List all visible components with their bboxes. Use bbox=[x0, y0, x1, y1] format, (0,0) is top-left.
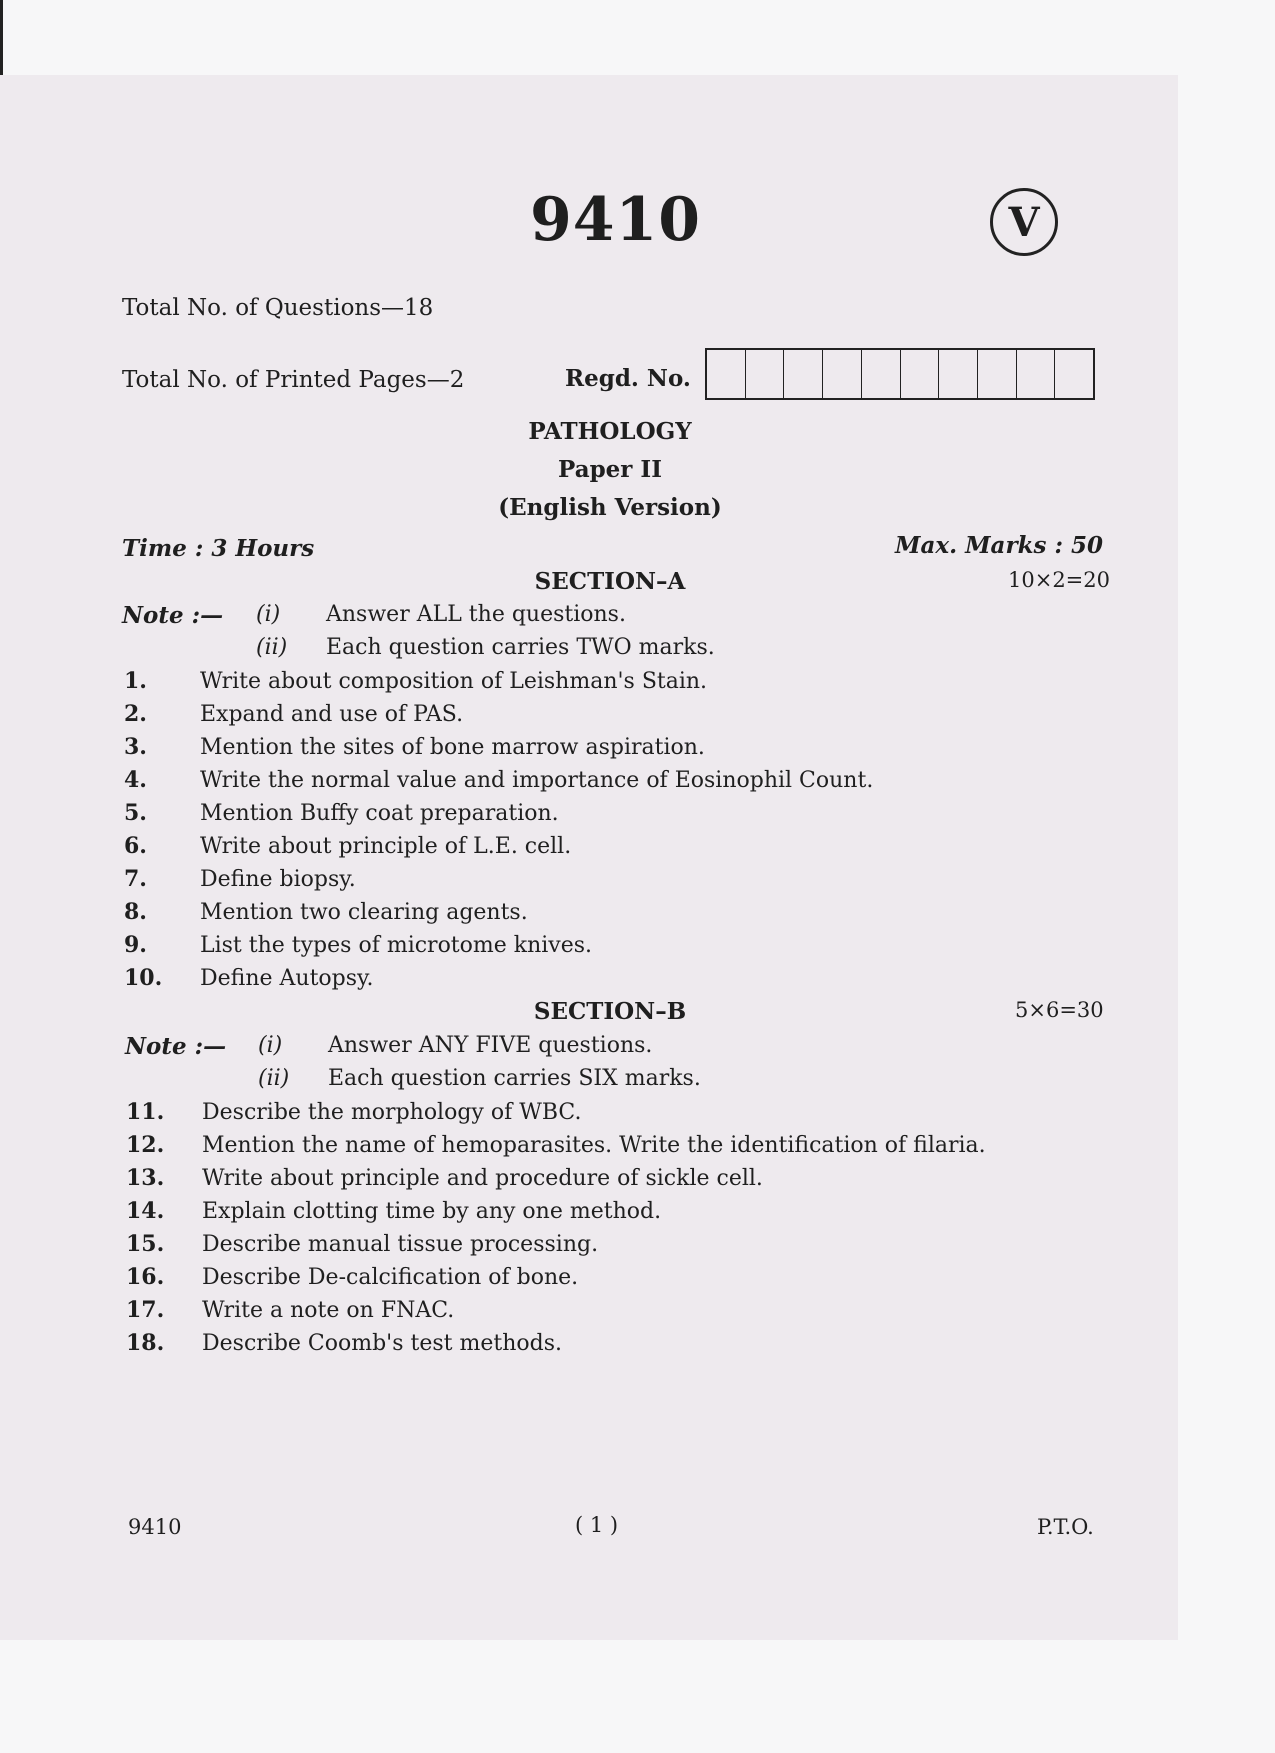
section-b-heading: SECTION–B bbox=[533, 998, 687, 1025]
question-3: 3. Mention the sites of bone marrow aspiration. bbox=[124, 734, 705, 760]
question-1: 1. Write about composition of Leishman's Stain. bbox=[124, 668, 708, 694]
footer-code: 9410 bbox=[128, 1515, 182, 1539]
question-18: 18. Describe Coomb's test methods. bbox=[126, 1330, 563, 1356]
total-pages: Total No. of Printed Pages—2 bbox=[122, 367, 465, 393]
subject-title: PATHOLOGY bbox=[528, 418, 692, 445]
max-marks: Max. Marks : 50 bbox=[895, 532, 1103, 559]
question-11: 11. Describe the morphology of WBC. bbox=[126, 1099, 582, 1125]
question-16: 16. Describe De-calcification of bone. bbox=[126, 1264, 579, 1290]
question-5: 5. Mention Buffy coat preparation. bbox=[124, 800, 559, 826]
question-4: 4. Write the normal value and importance of Eosinophil Count. bbox=[124, 767, 874, 793]
question-14: 14. Explain clotting time by any one method. bbox=[126, 1198, 662, 1224]
section-b-note-1: (i) Answer ANY FIVE questions. bbox=[258, 1033, 653, 1058]
section-b-note-label: Note :— bbox=[125, 1033, 227, 1060]
question-7: 7. Define biopsy. bbox=[124, 866, 356, 892]
section-b-note-2: (ii) Each question carries SIX marks. bbox=[258, 1066, 701, 1091]
question-10: 10. Define Autopsy. bbox=[124, 965, 374, 991]
paper-title: Paper II bbox=[558, 456, 662, 483]
question-12: 12. Mention the name of hemoparasites. Write the identification of filaria. bbox=[126, 1132, 986, 1158]
question-8: 8. Mention two clearing agents. bbox=[124, 899, 528, 925]
section-a-marks: 10×2=20 bbox=[1008, 568, 1110, 592]
pto-label: P.T.O. bbox=[1037, 1515, 1094, 1539]
question-6: 6. Write about principle of L.E. cell. bbox=[124, 833, 572, 859]
section-b-marks: 5×6=30 bbox=[1015, 998, 1104, 1022]
question-13: 13. Write about principle and procedure of sickle cell. bbox=[126, 1165, 763, 1191]
section-a-heading: SECTION–A bbox=[534, 568, 686, 595]
question-9: 9. List the types of microtome knives. bbox=[124, 932, 593, 958]
section-a-note-2: (ii) Each question carries TWO marks. bbox=[256, 635, 715, 660]
version-title: (English Version) bbox=[498, 494, 722, 521]
regd-number-boxes[interactable] bbox=[705, 348, 1095, 400]
version-circle bbox=[990, 188, 1058, 256]
total-questions: Total No. of Questions—18 bbox=[122, 295, 434, 321]
version-mark: V bbox=[1008, 198, 1040, 246]
page-number: ( 1 ) bbox=[575, 1513, 619, 1537]
question-2: 2. Expand and use of PAS. bbox=[124, 701, 464, 727]
paper-code: 9410 bbox=[530, 185, 701, 255]
section-a-note-label: Note :— bbox=[122, 602, 224, 629]
regd-label: Regd. No. bbox=[565, 365, 691, 392]
section-a-note-1: (i) Answer ALL the questions. bbox=[256, 602, 626, 627]
time-limit: Time : 3 Hours bbox=[122, 535, 315, 562]
question-15: 15. Describe manual tissue processing. bbox=[126, 1231, 599, 1257]
question-17: 17. Write a note on FNAC. bbox=[126, 1297, 455, 1323]
scan-edge bbox=[0, 0, 3, 75]
